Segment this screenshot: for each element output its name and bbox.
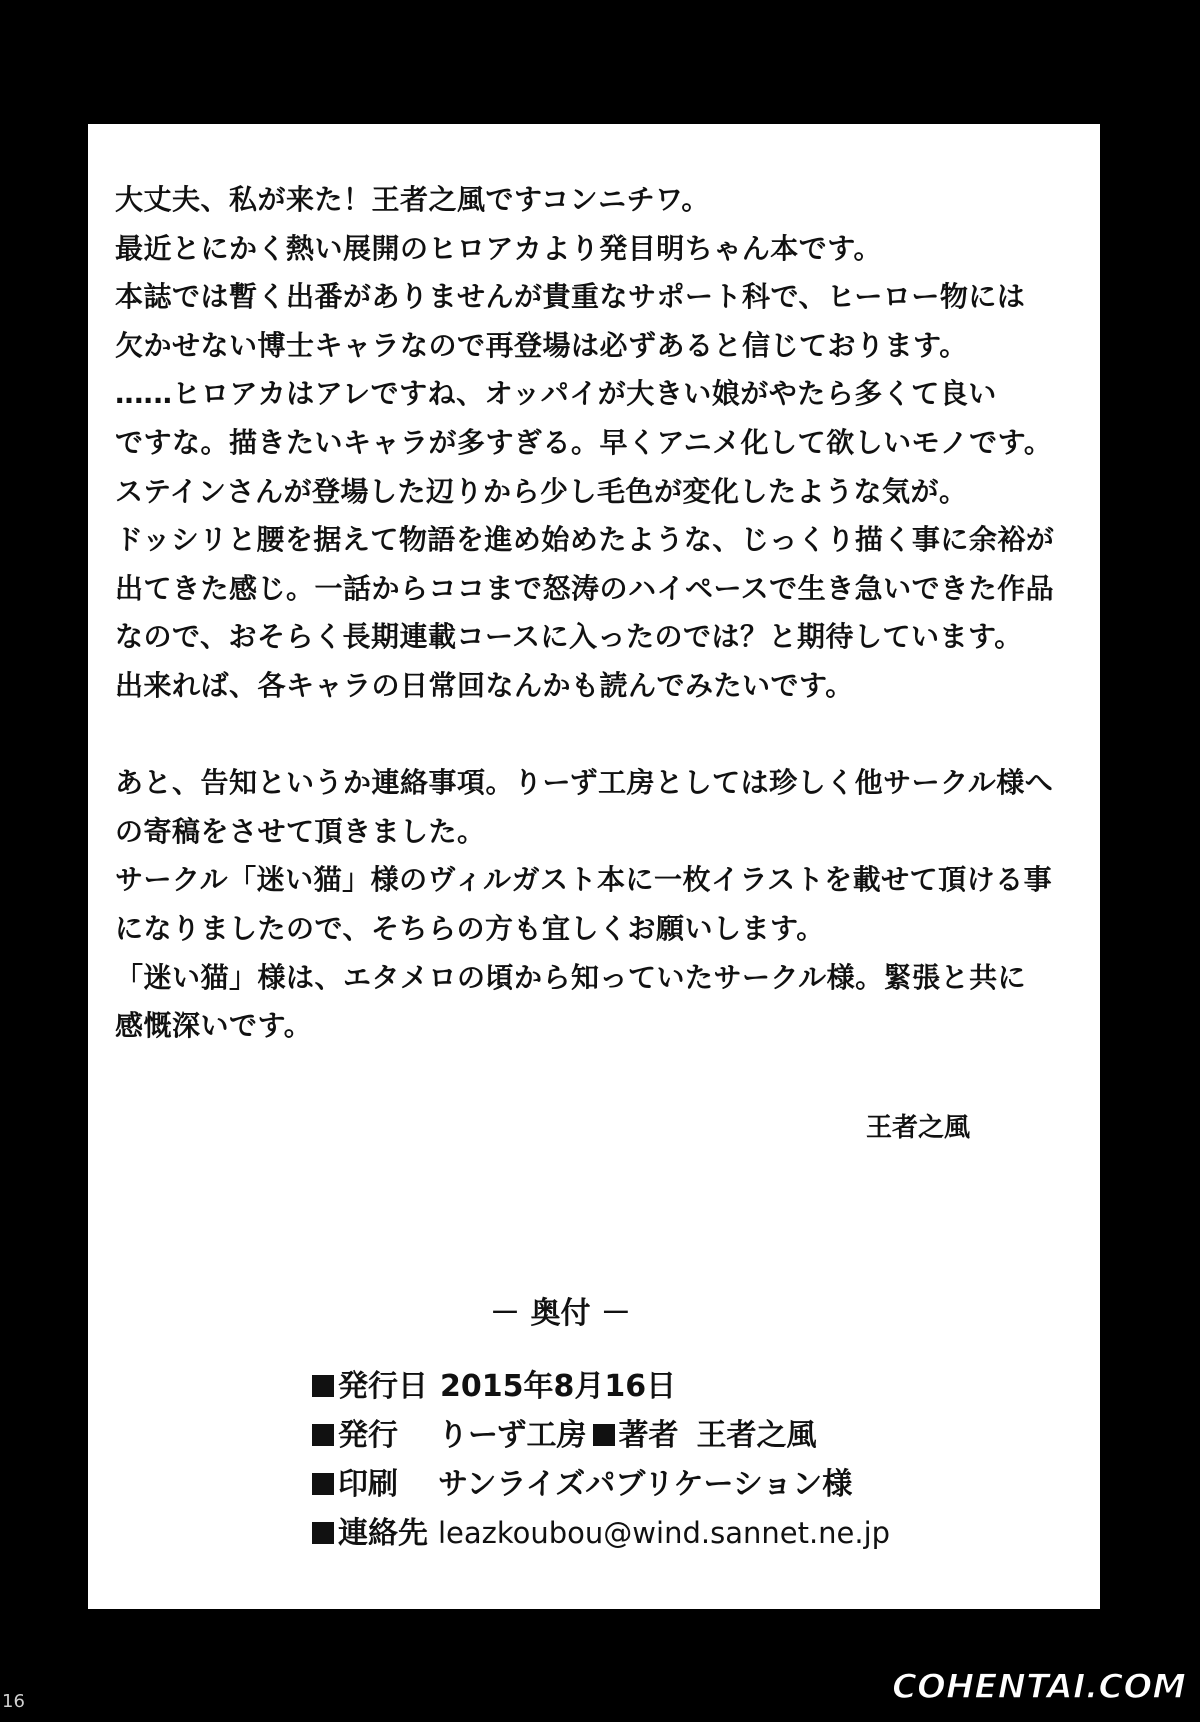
contact-row <box>312 1509 890 1558</box>
notice-line: 感慨深いです。 <box>115 1009 313 1043</box>
afterword-line: 本誌では暫く出番がありませんが貴重なサポート科で、ヒーロー物には <box>115 280 1026 314</box>
black-square-bullet-icon <box>593 1424 615 1446</box>
author-value: 王者之風 <box>696 1418 817 1453</box>
notice-line: サークル「迷い猫」様のヴィルガスト本に一枚イラストを載せて頂ける事 <box>115 863 1053 897</box>
afterword-line: なので、おそらく長期連載コースに入ったのでは？と期待しています。 <box>115 620 1023 654</box>
black-square-bullet-icon <box>312 1473 334 1495</box>
afterword-line: ‥‥‥ヒロアカはアレですね、オッパイが大きい娘がやたら多くて良い <box>115 377 997 411</box>
issue-date-label: 発行日 <box>338 1369 428 1404</box>
black-square-bullet-icon <box>312 1522 334 1544</box>
page-number: 16 <box>2 1691 25 1712</box>
afterword-line: 欠かせない博士キャラなので再登場は必ずあると信じております。 <box>115 328 968 362</box>
notice-line: の寄稿をさせて頂きました。 <box>115 814 486 848</box>
afterword-text <box>115 176 1075 1051</box>
notice-line: あと、告知というか連絡事項。りーず工房としては珍しく他サークル様へ <box>115 766 1054 800</box>
printer-value: サンライズパブリケーション様 <box>438 1467 853 1502</box>
colophon-title: － 奥付 － <box>490 1296 631 1331</box>
printer-label: 印刷 <box>338 1467 398 1502</box>
black-square-bullet-icon <box>312 1424 334 1446</box>
publisher-row <box>312 1411 890 1460</box>
afterword-line: 出来れば、各キャラの日常回なんかも読んでみたいです。 <box>115 668 854 702</box>
afterword-line: ドッシリと腰を据えて物語を進め始めたような、じっくり描く事に余裕が <box>115 523 1055 557</box>
colophon <box>312 1362 890 1558</box>
notice-line: 「迷い猫」様は、エタメロの頃から知っていたサークル様。緊張と共に <box>115 960 1027 994</box>
afterword-line: 出てきた感じ。一話からココまで怒涛のハイペースで生き急いできた作品 <box>115 571 1055 605</box>
afterword-line: ステインさんが登場した辺りから少し毛色が変化したような気が。 <box>115 474 968 508</box>
contact-email[interactable]: leazkoubou@wind.sannet.ne.jp <box>438 1516 891 1550</box>
notice-line: になりましたので、そちらの方も宜しくお願いします。 <box>115 911 825 945</box>
printer-row <box>312 1460 890 1509</box>
black-square-bullet-icon <box>312 1375 334 1397</box>
site-watermark: COHENTAI.COM <box>892 1667 1187 1707</box>
author-signature: 王者之風 <box>866 1113 971 1143</box>
afterword-line: 大丈夫、私が来た！王者之風ですコンニチワ。 <box>115 183 710 216</box>
issue-date-row <box>312 1362 890 1411</box>
paragraph-gap <box>115 711 1075 760</box>
afterword-line: ですな。描きたいキャラが多すぎる。早くアニメ化して欲しいモノです。 <box>115 425 1053 459</box>
afterword-line: 最近とにかく熱い展開のヒロアカより発目明ちゃん本です。 <box>115 231 882 265</box>
author-label: 著者 <box>618 1418 679 1453</box>
issue-date-value: 2015年8月16日 <box>440 1369 677 1404</box>
contact-label: 連絡先 <box>338 1516 428 1551</box>
publisher-value: りーず工房 <box>438 1418 587 1453</box>
publisher-label: 発行 <box>338 1418 398 1453</box>
